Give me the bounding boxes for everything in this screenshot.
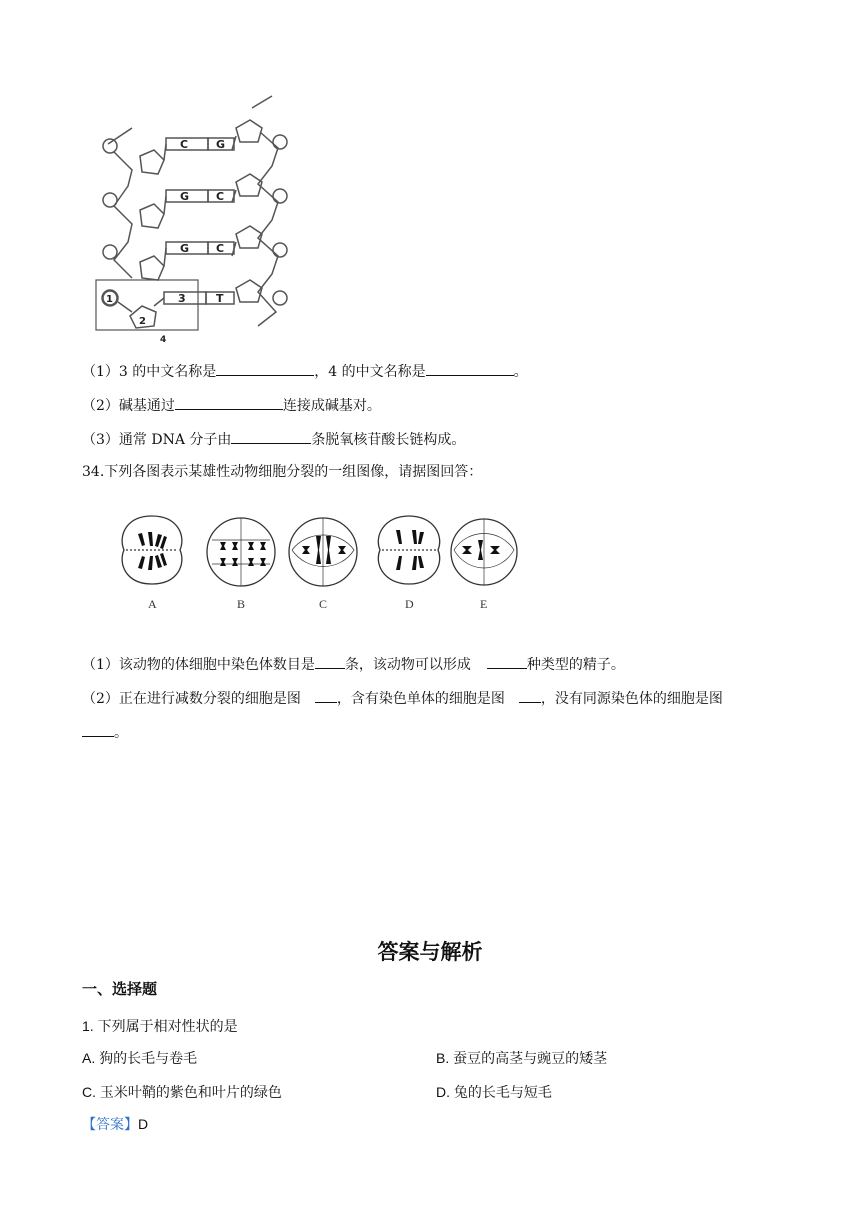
answer-value: D	[138, 1116, 149, 1132]
answer-blank[interactable]	[82, 720, 114, 737]
q33-sub2: （2）碱基通过 连接成碱基对。	[82, 393, 381, 416]
base-pair-1-right: G	[216, 138, 226, 151]
answer-blank[interactable]	[216, 359, 314, 376]
cell-label-c: C	[319, 597, 328, 611]
base-pair-1-left: C	[180, 138, 189, 151]
cell-label-b: B	[237, 597, 246, 611]
option-a: A. 狗的长毛与卷毛	[82, 1050, 198, 1066]
answer-blank[interactable]	[519, 686, 541, 703]
answer-blank[interactable]	[231, 427, 311, 444]
option-c: C. 玉米叶鞘的紫色和叶片的绿色	[82, 1084, 282, 1100]
q1-stem: 1. 下列属于相对性状的是	[82, 1018, 238, 1034]
answers-title: 答案与解析	[377, 940, 483, 964]
q33-sub1: （1）3 的中文名称是 ，4 的中文名称是 。	[82, 359, 528, 382]
q34-stem: 34.下列各图表示某雄性动物细胞分裂的一组图像，请据图回答：	[82, 464, 483, 480]
cell-label-a: A	[148, 597, 157, 611]
option-b: B. 蚕豆的高茎与豌豆的矮茎	[436, 1050, 608, 1066]
base-pair-4-left: 3	[178, 292, 186, 305]
section-heading: 一、选择题	[82, 980, 158, 998]
answer-blank[interactable]	[487, 652, 527, 669]
base-pair-3-right: C	[216, 242, 225, 255]
box-marker: 4	[160, 335, 167, 344]
answer-blank[interactable]	[315, 652, 345, 669]
q34-sub2: （2）正在进行减数分裂的细胞是图 ，含有染色单体的细胞是图 ，没有同源染色体的细胞是图	[82, 686, 723, 709]
answer-line	[82, 1114, 148, 1134]
cell-label-d: D	[405, 597, 414, 611]
answer-blank[interactable]	[426, 359, 514, 376]
cell-division-figure	[112, 510, 532, 614]
dna-structure-figure	[92, 92, 302, 344]
base-pair-2-right: C	[216, 190, 225, 203]
base-pair-3-left: G	[180, 242, 190, 255]
phosphate-marker: 1	[106, 294, 113, 305]
base-pair-2-left: G	[180, 190, 190, 203]
q33-sub3: （3）通常 DNA 分子由 条脱氧核苷酸长链构成。	[82, 427, 465, 450]
q34-sub1: （1）该动物的体细胞中染色体数目是 条，该动物可以形成 种类型的精子。	[82, 652, 625, 675]
sugar-marker: 2	[139, 316, 146, 327]
cell-label-e: E	[480, 597, 488, 611]
q34-sub2-cont: 。	[82, 720, 128, 743]
base-pair-4-right: T	[216, 292, 224, 305]
answer-tag: 【答案】	[82, 1116, 138, 1132]
answer-blank[interactable]	[315, 686, 337, 703]
answer-blank[interactable]	[175, 393, 283, 410]
option-d: D. 兔的长毛与短毛	[436, 1084, 552, 1100]
